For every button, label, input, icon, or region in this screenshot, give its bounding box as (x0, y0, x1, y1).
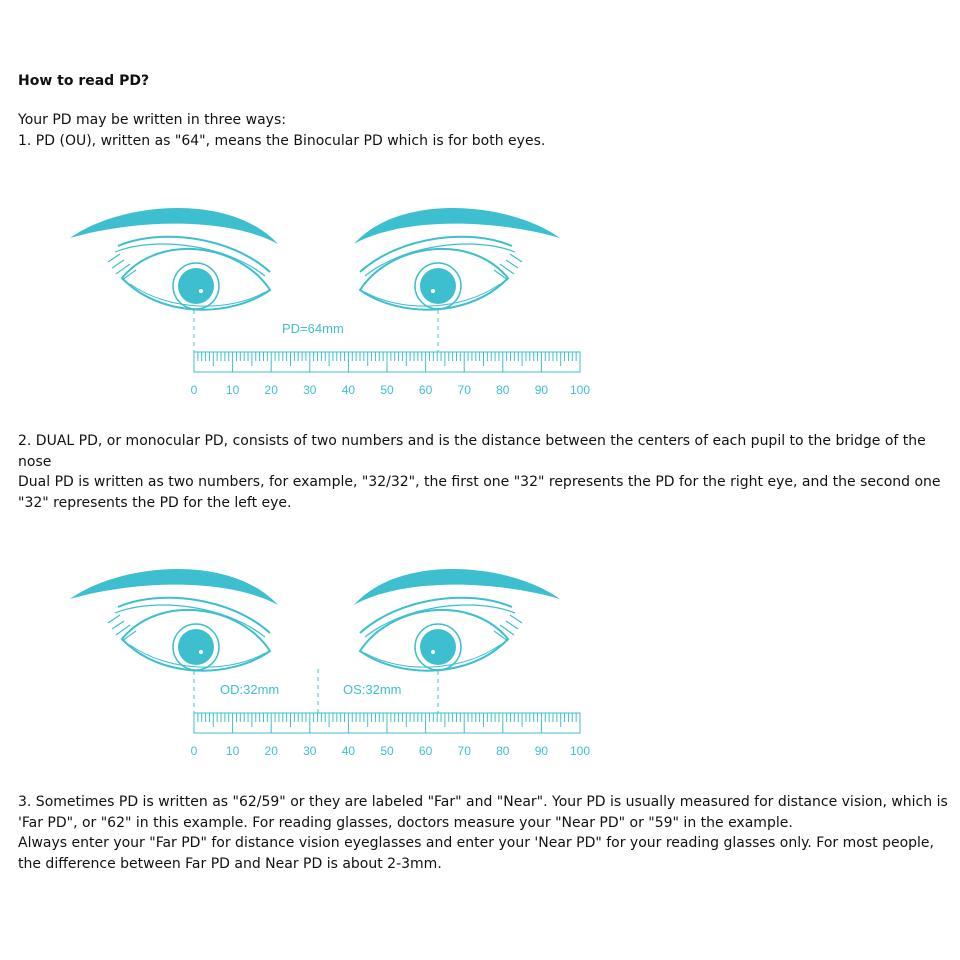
left-eye-illustration (354, 208, 560, 352)
ruler-tick-label: 70 (457, 383, 471, 397)
monocular-pd-figure (60, 553, 600, 763)
ruler-tick-label: 80 (496, 383, 510, 397)
ruler-tick-label: 10 (225, 383, 240, 397)
intro-line-2: 1. PD (OU), written as "64", means the Binocular PD which is for both eyes. (18, 132, 546, 149)
binocular-pd-figure (60, 192, 600, 402)
ruler-tick-label: 0 (190, 383, 198, 397)
section-3-line-1: 3. Sometimes PD is written as "62/59" or they are labeled "Far" and "Near". Your PD is usually measured for distance vision, which is 'Far PD", or "62" in this example. For reading glasses, doctors measure your "Near PD" or "59" in the example. (18, 794, 948, 831)
ruler (191, 352, 591, 397)
ruler-tick-label: 50 (380, 383, 394, 397)
section-3-text (18, 792, 948, 874)
ruler-tick-label: 30 (303, 383, 317, 397)
ruler-tick-label: 10 (225, 744, 240, 758)
page-title: How to read PD? (18, 73, 150, 89)
ruler-tick-label: 50 (380, 744, 394, 758)
ruler-tick-label: 100 (569, 744, 591, 758)
ruler (191, 713, 591, 758)
od-measure-label: OD:32mm (220, 682, 280, 697)
section-2-text (18, 431, 948, 513)
section-2-line-1: 2. DUAL PD, or monocular PD, consists of two numbers and is the distance between the centers of each pupil to the bridge of the nose (18, 433, 926, 470)
ruler-tick-label: 20 (264, 383, 278, 397)
ruler-tick-label: 40 (341, 744, 356, 758)
right-eye-illustration (70, 208, 278, 352)
ruler-tick-label: 40 (341, 383, 356, 397)
os-measure-label: OS:32mm (343, 682, 402, 697)
ruler-tick-label: 60 (418, 744, 433, 758)
section-3-line-2: Always enter your "Far PD" for distance vision eyeglasses and enter your 'Near PD" for your reading glasses only. For most people, the difference between Far PD and Near PD is about 2-3mm. (18, 835, 934, 872)
ruler-tick-label: 0 (190, 744, 198, 758)
intro-line-1: Your PD may be written in three ways: (18, 112, 286, 128)
ruler-tick-label: 90 (534, 744, 549, 758)
ruler-tick-label: 100 (569, 383, 591, 397)
ruler-tick-label: 60 (418, 383, 433, 397)
ruler-tick-label: 90 (534, 383, 549, 397)
ruler-tick-label: 30 (303, 744, 317, 758)
ruler-tick-label: 80 (496, 744, 510, 758)
intro-text (18, 110, 948, 151)
ruler-tick-label: 70 (457, 744, 471, 758)
ruler-tick-label: 20 (264, 744, 278, 758)
pd-measure-label: PD=64mm (282, 321, 344, 336)
section-2-line-2: Dual PD is written as two numbers, for example, "32/32", the first one "32" represents the PD for the right eye, and the second one "32" represents the PD for the left eye. (18, 474, 941, 511)
